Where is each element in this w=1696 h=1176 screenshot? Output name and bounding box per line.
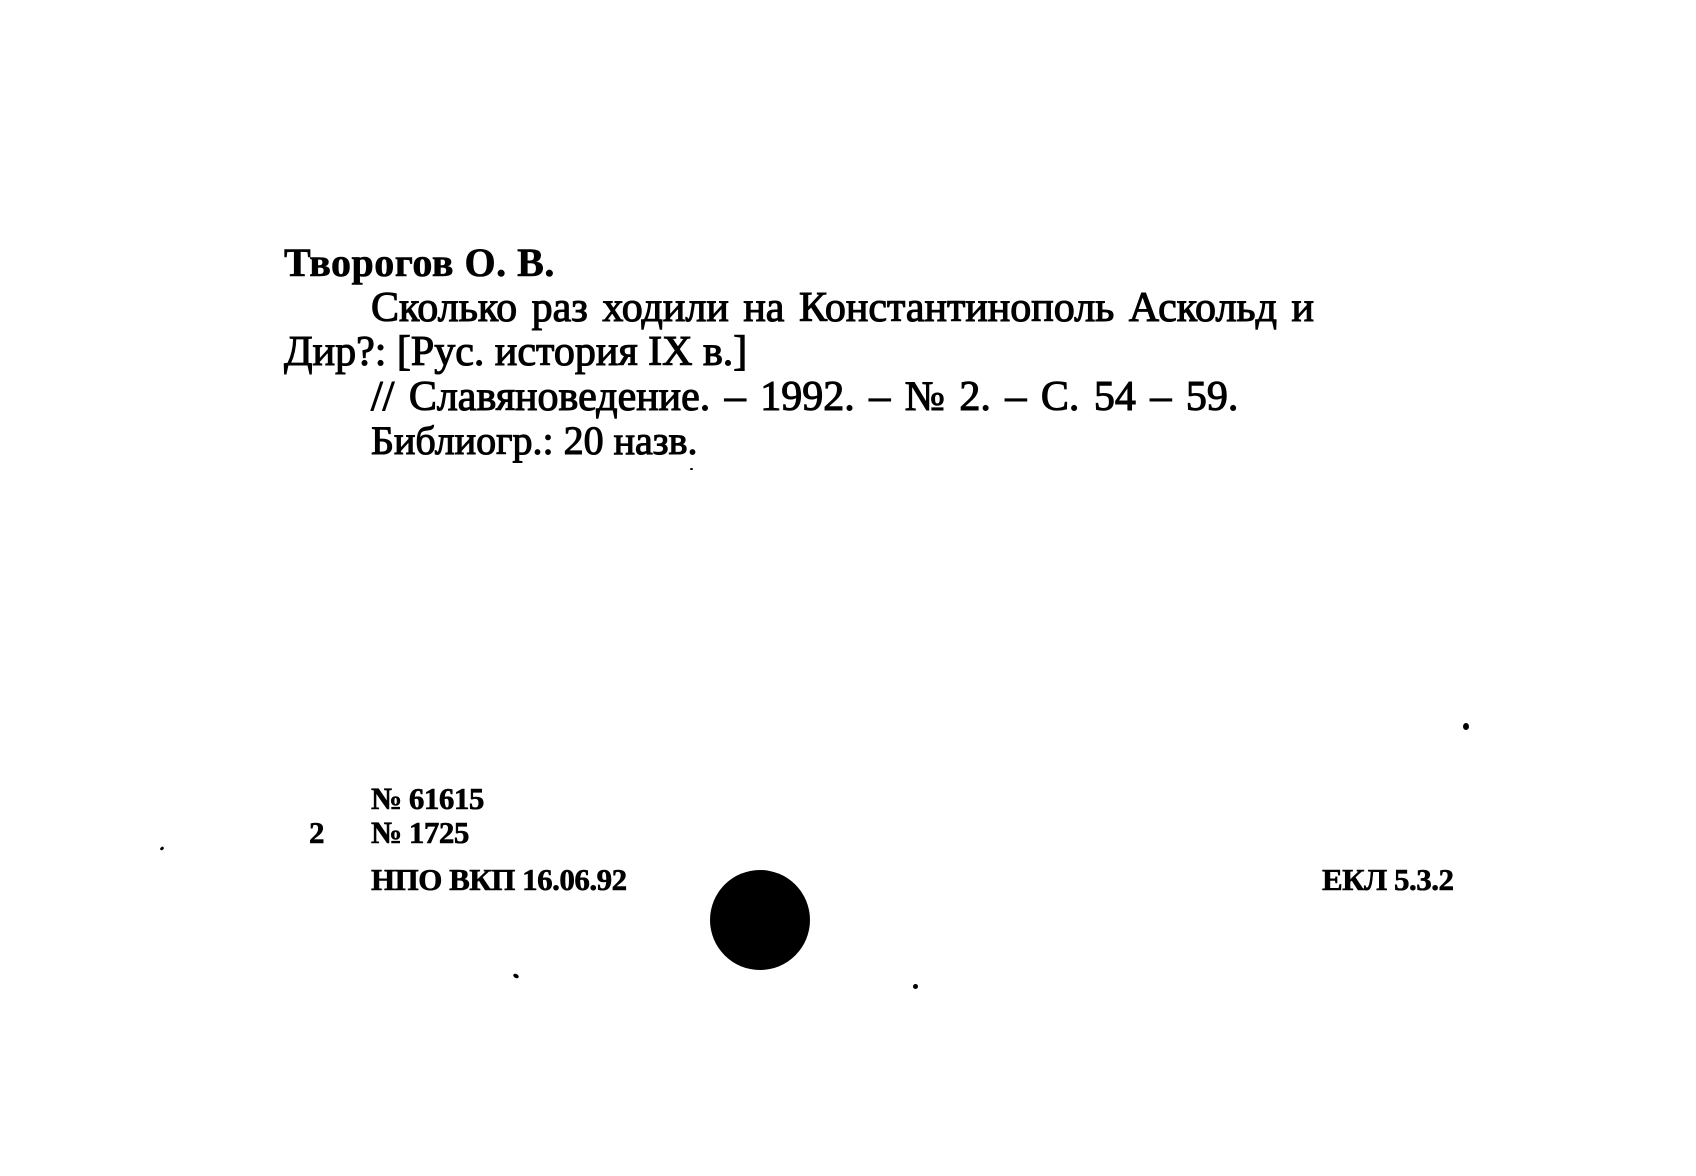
ink-speck (512, 973, 519, 979)
bibliography-note: Библиогр.: 20 назв. (371, 418, 698, 463)
punch-hole-icon (710, 870, 810, 970)
ink-speck (160, 846, 165, 851)
record-number-1: № 61615 (371, 781, 484, 816)
record-number-2: № 1725 (371, 815, 469, 850)
classification-code: ЕКЛ 5.3.2 (1322, 862, 1454, 897)
author-name: Творогов О. В. (284, 240, 555, 285)
source-citation: // Славяноведение. – 1992. – № 2. – С. 54 – 59. (371, 374, 1239, 420)
organization-date: НПО ВКП 16.06.92 (371, 862, 627, 897)
record-number-2-prefix: 2 (309, 815, 324, 850)
title-line-1: Сколько раз ходили на Константинополь Аскольд и (371, 285, 1314, 331)
ink-speck (690, 468, 693, 470)
ink-speck (913, 984, 918, 989)
ink-speck (1463, 723, 1469, 730)
title-line-2: Дир?: [Рус. история IX в.] (284, 329, 748, 375)
